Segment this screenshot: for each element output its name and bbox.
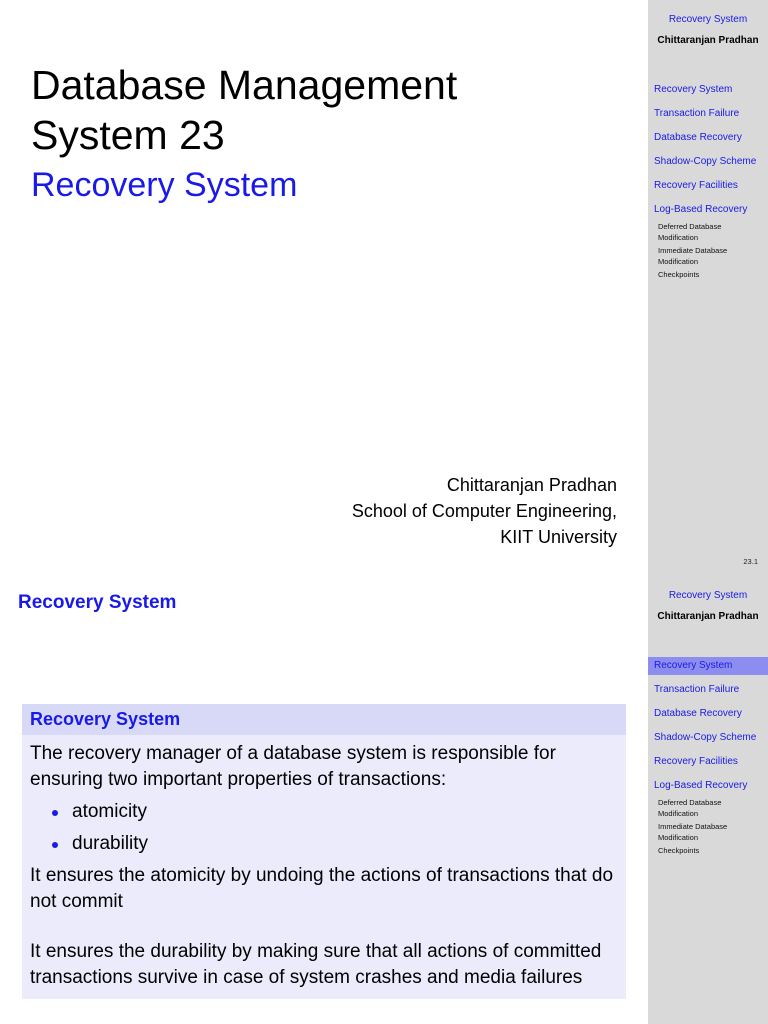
bullet-item-durability xyxy=(52,831,618,857)
block-title: Recovery System xyxy=(22,704,626,735)
slide-main-area xyxy=(0,576,648,1024)
sidebar-item-log-based-recovery[interactable]: Log-Based Recovery xyxy=(654,780,748,791)
page-number: 23.1 xyxy=(743,557,758,566)
sidebar-subitem-checkpoints[interactable]: Checkpoints xyxy=(658,270,700,279)
author-name: Chittaranjan Pradhan xyxy=(446,475,617,495)
block-body xyxy=(22,735,626,999)
sidebar-header[interactable]: Recovery System xyxy=(668,14,748,25)
author-block xyxy=(197,472,617,550)
sidebar-item-shadow-copy-scheme[interactable]: Shadow-Copy Scheme xyxy=(654,156,757,167)
content-slide xyxy=(0,576,768,1024)
author-school: School of Computer Engineering, xyxy=(351,501,617,521)
sidebar xyxy=(648,0,768,576)
presentation-title xyxy=(31,60,631,160)
sidebar-author: Chittaranjan Pradhan xyxy=(657,35,759,46)
sidebar-item-log-based-recovery[interactable]: Log-Based Recovery xyxy=(654,204,748,215)
sidebar-item-recovery-facilities[interactable]: Recovery Facilities xyxy=(654,180,738,191)
sidebar-nav xyxy=(648,81,768,280)
bullet-text: atomicity xyxy=(72,801,147,822)
bullet-list xyxy=(30,799,618,857)
bullet-text: durability xyxy=(72,833,149,854)
bullet-dot-icon xyxy=(52,810,58,816)
author-university: KIIT University xyxy=(500,527,617,547)
sidebar-author: Chittaranjan Pradhan xyxy=(657,611,759,622)
definition-block xyxy=(22,704,626,999)
sidebar-header[interactable]: Recovery System xyxy=(668,590,748,601)
presentation-subtitle: Recovery System xyxy=(31,166,298,204)
sidebar-subitem-deferred-modification[interactable]: Deferred Database Modification xyxy=(658,222,722,242)
atomicity-paragraph: It ensures the atomicity by undoing the actions of transactions that do not commit xyxy=(30,865,614,912)
sidebar-item-database-recovery[interactable]: Database Recovery xyxy=(654,132,742,143)
sidebar-subitem-immediate-modification[interactable]: Immediate Database Modification xyxy=(658,822,728,842)
sidebar-item-transaction-failure[interactable]: Transaction Failure xyxy=(654,684,740,695)
sidebar-item-database-recovery[interactable]: Database Recovery xyxy=(654,708,742,719)
block-intro: The recovery manager of a database system is responsible for ensuring two important properties of transactions: xyxy=(30,743,556,790)
sidebar-item-recovery-system[interactable]: Recovery System xyxy=(654,84,733,95)
sidebar-item-transaction-failure[interactable]: Transaction Failure xyxy=(654,108,740,119)
sidebar-subitem-deferred-modification[interactable]: Deferred Database Modification xyxy=(658,798,722,818)
sidebar-nav xyxy=(648,657,768,856)
bullet-dot-icon xyxy=(52,842,58,848)
slide-main-area xyxy=(0,0,648,576)
sidebar-item-recovery-system[interactable]: Recovery System xyxy=(648,657,768,675)
sidebar-item-shadow-copy-scheme[interactable]: Shadow-Copy Scheme xyxy=(654,732,757,743)
durability-paragraph: It ensures the durability by making sure that all actions of committed transactions survive in case of system crashes and media failures xyxy=(30,941,602,988)
sidebar-subitem-immediate-modification[interactable]: Immediate Database Modification xyxy=(658,246,728,266)
title-line-1: Database Management xyxy=(31,62,458,108)
sidebar-subitem-checkpoints[interactable]: Checkpoints xyxy=(658,846,700,855)
frame-title: Recovery System xyxy=(18,592,177,613)
bullet-item-atomicity xyxy=(52,799,618,825)
title-line-2: System 23 xyxy=(31,112,225,158)
sidebar xyxy=(648,576,768,1024)
sidebar-item-recovery-facilities[interactable]: Recovery Facilities xyxy=(654,756,738,767)
